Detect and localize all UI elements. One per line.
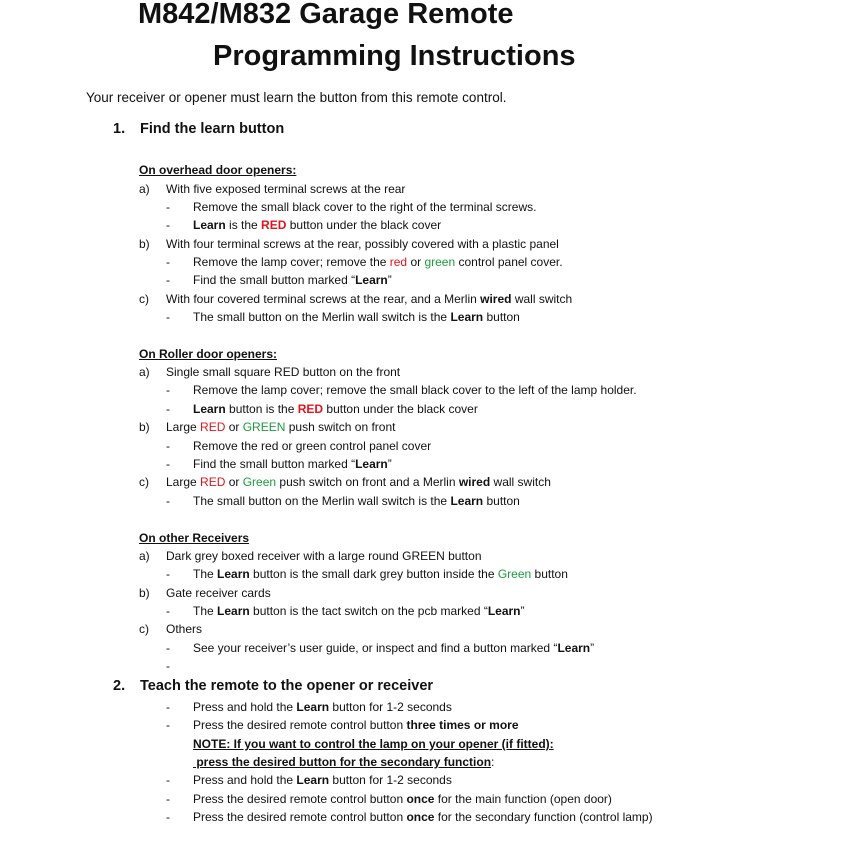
title-line-1: M842/M832 Garage Remote <box>138 0 514 30</box>
bullet-dash: - <box>166 457 170 471</box>
item-text: Single small square RED button on the front <box>166 365 401 379</box>
item-label: b) <box>139 237 150 251</box>
roller-heading: On Roller door openers: <box>139 347 278 361</box>
note-text: NOTE: If you want to control the lamp on your opener (if fitted): <box>193 737 554 751</box>
intro-text: Your receiver or opener must learn the button from this remote control. <box>86 90 507 105</box>
bullet-dash: - <box>166 439 170 453</box>
bullet-dash: - <box>166 718 170 732</box>
sub-text: Press the desired remote control button once for the secondary function (control lamp) <box>193 810 653 824</box>
step-1-number: 1. <box>113 121 126 137</box>
note-text: press the desired button for the secondary function: <box>193 755 495 769</box>
sub-text: Find the small button marked “Learn” <box>193 273 392 287</box>
overhead-heading: On overhead door openers: <box>139 163 297 177</box>
bullet-dash: - <box>166 200 170 214</box>
bullet-dash: - <box>166 773 170 787</box>
bullet-dash: - <box>166 659 170 673</box>
bullet-dash: - <box>166 218 170 232</box>
sub-text: Learn is the RED button under the black cover <box>193 218 442 232</box>
other-heading: On other Receivers <box>139 531 250 545</box>
sub-text: Press and hold the Learn button for 1-2 seconds <box>193 773 452 787</box>
sub-text: Remove the small black cover to the right of the terminal screws. <box>193 200 537 214</box>
bullet-dash: - <box>166 641 170 655</box>
step-2-number: 2. <box>113 678 126 694</box>
item-label: a) <box>139 549 150 563</box>
sub-text: The small button on the Merlin wall switch is the Learn button <box>193 310 520 324</box>
item-label: b) <box>139 420 150 434</box>
sub-text: See your receiver’s user guide, or inspect and find a button marked “Learn” <box>193 641 595 655</box>
bullet-dash: - <box>166 810 170 824</box>
sub-text: The Learn button is the small dark grey button inside the Green button <box>193 567 568 581</box>
sub-text: Press and hold the Learn button for 1-2 seconds <box>193 700 452 714</box>
step-1-title: Find the learn button <box>140 121 285 137</box>
item-text: Large RED or GREEN push switch on front <box>166 420 396 434</box>
bullet-dash: - <box>166 310 170 324</box>
sub-text: The Learn button is the tact switch on the pcb marked “Learn” <box>193 604 525 618</box>
item-text: With five exposed terminal screws at the rear <box>166 182 406 196</box>
item-text: With four covered terminal screws at the rear, and a Merlin wired wall switch <box>166 292 573 306</box>
bullet-dash: - <box>166 273 170 287</box>
sub-text: Learn button is the RED button under the black cover <box>193 402 478 416</box>
sub-text: Press the desired remote control button once for the main function (open door) <box>193 792 612 806</box>
step-2-title: Teach the remote to the opener or receiver <box>140 678 434 694</box>
item-label: a) <box>139 182 150 196</box>
step-1-heading <box>113 121 284 137</box>
bullet-dash: - <box>166 604 170 618</box>
item-text: Others <box>166 622 203 636</box>
bullet-dash: - <box>166 402 170 416</box>
item-text: Gate receiver cards <box>166 586 271 600</box>
bullet-dash: - <box>166 792 170 806</box>
sub-text: Find the small button marked “Learn” <box>193 457 392 471</box>
sub-text: Remove the red or green control panel cover <box>193 439 432 453</box>
bullet-dash: - <box>166 567 170 581</box>
sub-text: The small button on the Merlin wall switch is the Learn button <box>193 494 520 508</box>
item-label: b) <box>139 586 150 600</box>
bullet-dash: - <box>166 255 170 269</box>
bullet-dash: - <box>166 700 170 714</box>
bullet-dash: - <box>166 494 170 508</box>
item-label: c) <box>139 292 149 306</box>
bullet-dash: - <box>166 383 170 397</box>
item-label: c) <box>139 475 149 489</box>
item-text: Dark grey boxed receiver with a large round GREEN button <box>166 549 482 563</box>
item-label: a) <box>139 365 150 379</box>
item-label: c) <box>139 622 149 636</box>
item-text: Large RED or Green push switch on front and a Merlin wired wall switch <box>166 475 551 489</box>
title-line-2: Programming Instructions <box>213 40 576 72</box>
sub-text: Remove the lamp cover; remove the red or green control panel cover. <box>193 255 563 269</box>
sub-text: Press the desired remote control button three times or more <box>193 718 519 732</box>
step-2-heading <box>113 678 433 694</box>
sub-text: Remove the lamp cover; remove the small black cover to the left of the lamp holder. <box>193 383 637 397</box>
item-text: With four terminal screws at the rear, possibly covered with a plastic panel <box>166 237 559 251</box>
